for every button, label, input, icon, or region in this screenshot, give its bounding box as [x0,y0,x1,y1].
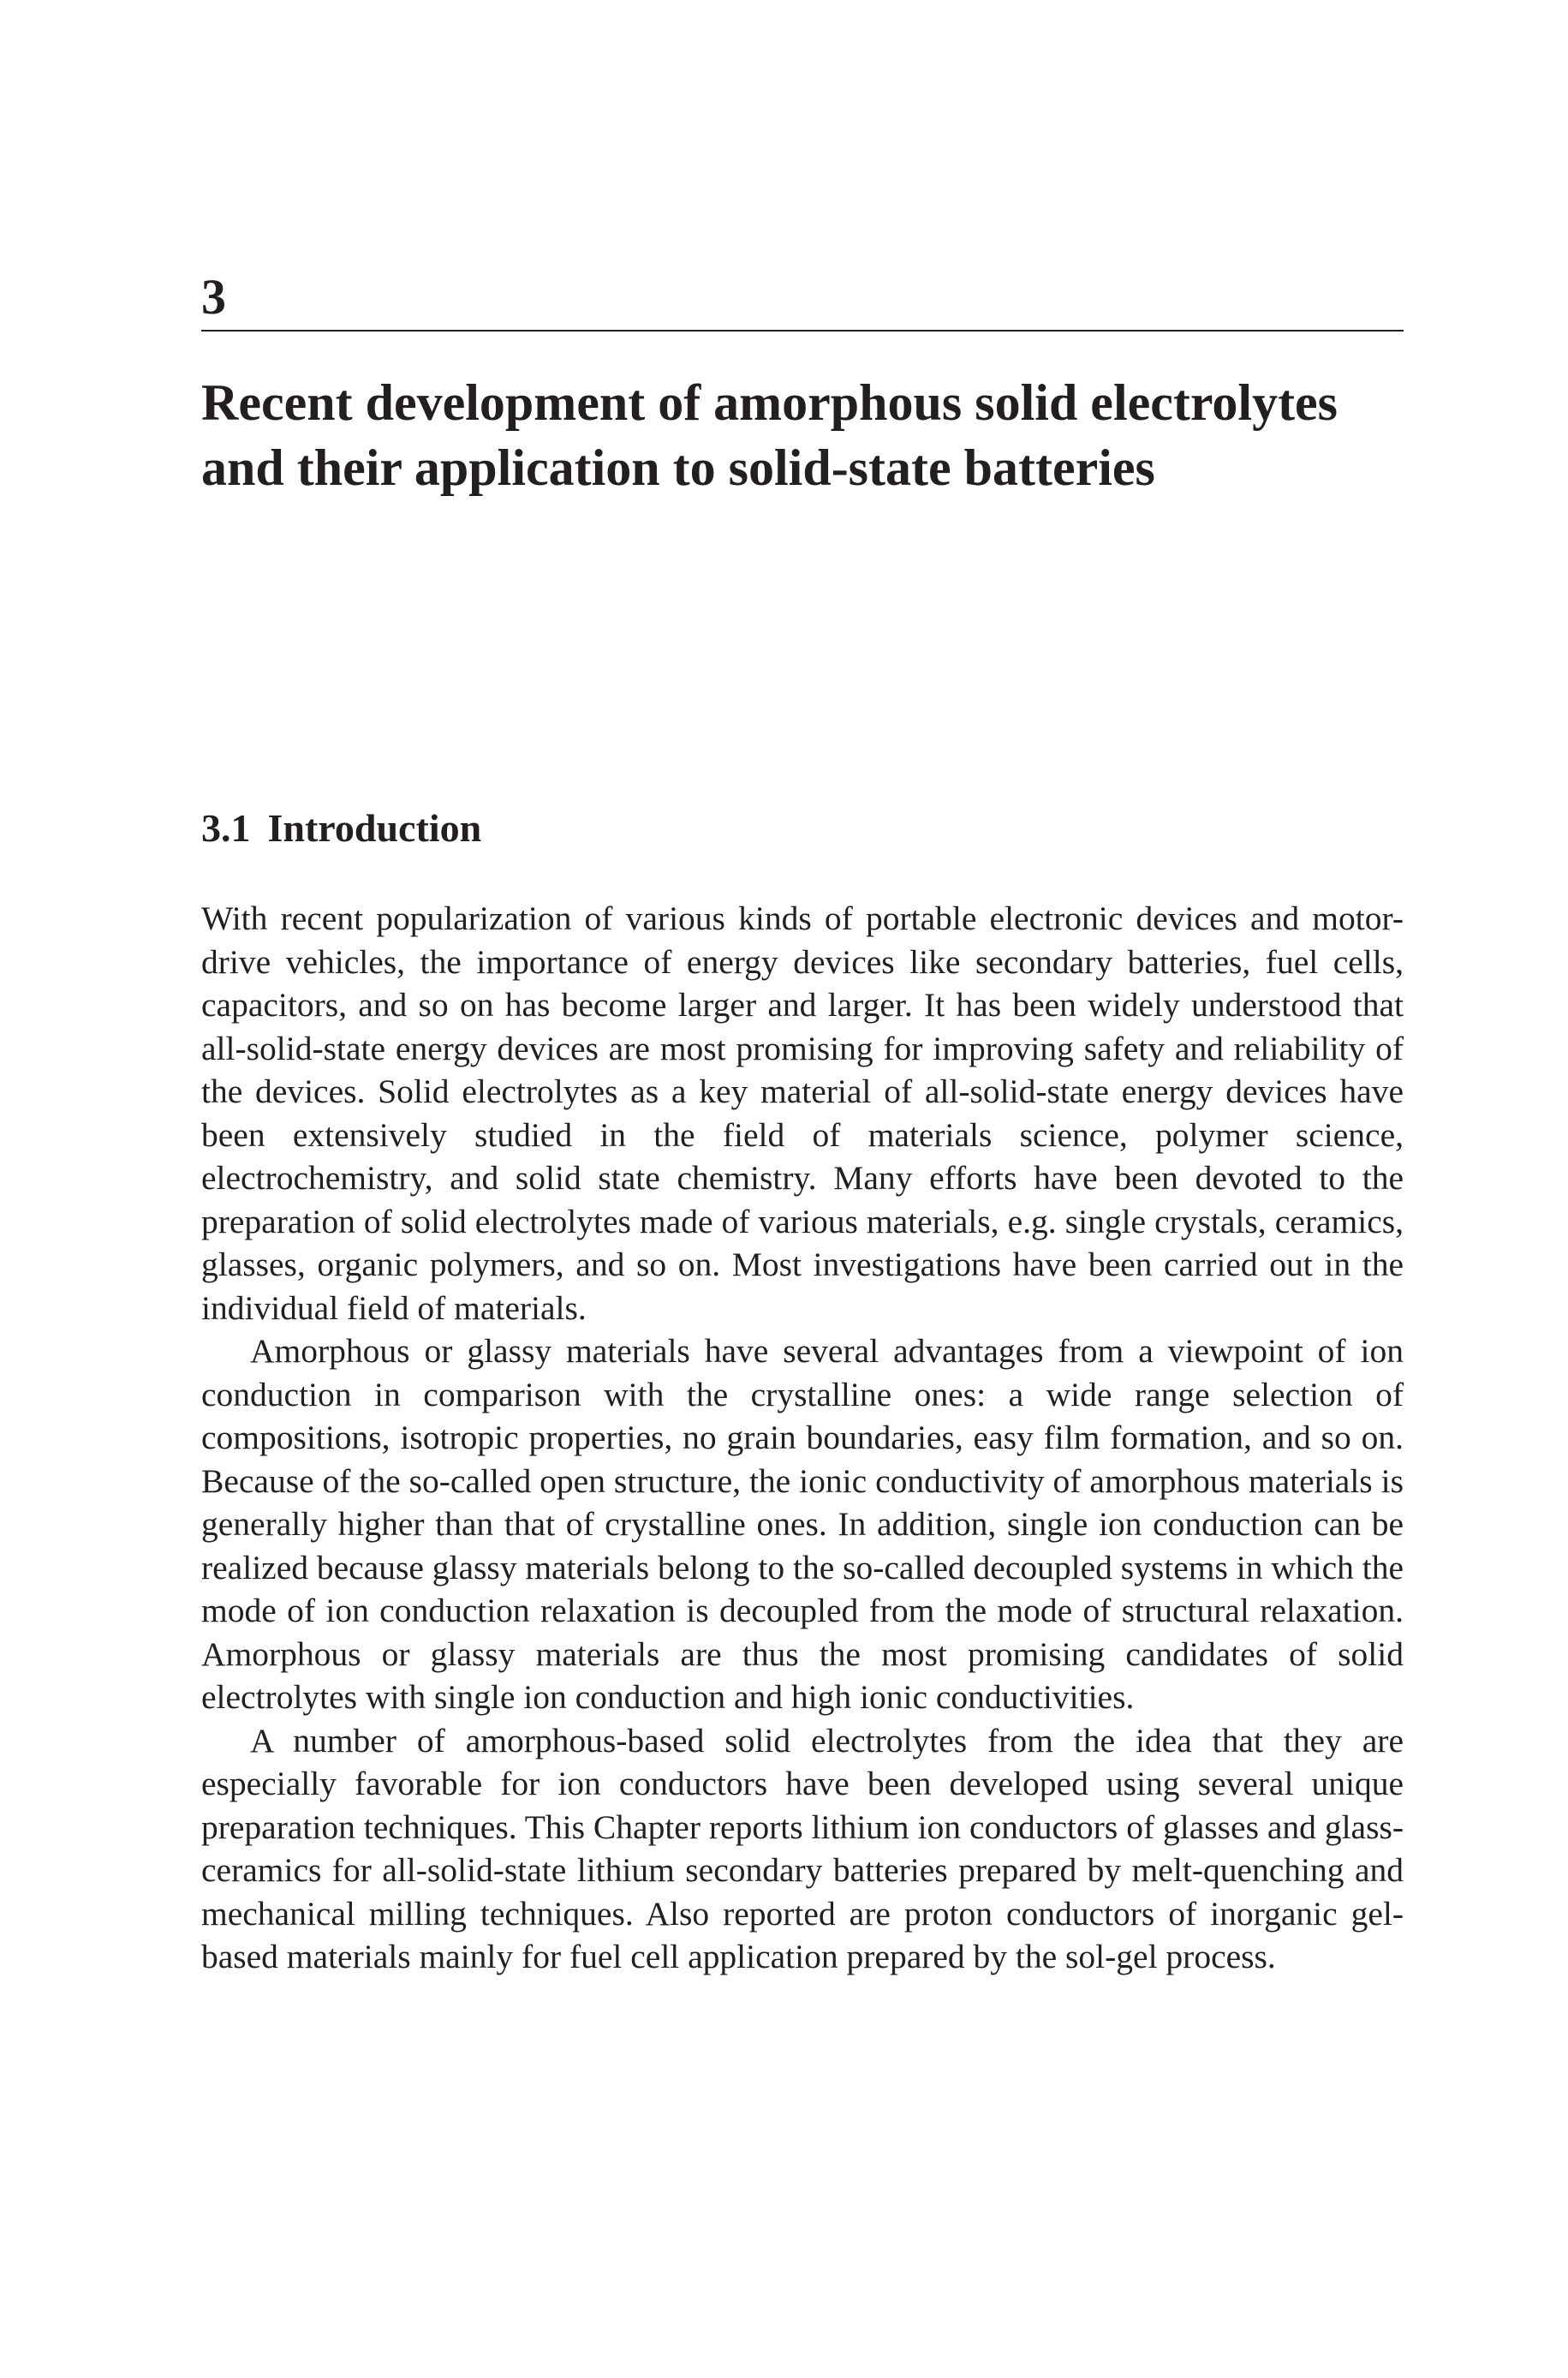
section-heading [201,806,482,850]
body-paragraph-2: Amorphous or glassy materials have several advantages from a viewpoint of ion conduction in comparison with the crystalline ones: a wide range selection of compositions, isotropic properties, no grain boundaries, easy film formation, and so on. Because of the so-called open structure, the ionic conductivity of amorphous materials is generally higher than that of crystalline ones. In addition, single ion conduction can be realized because glassy materials belong to the so-called decoupled systems in which the mode of ion conduction relaxation is decoupled from the mode of structural relaxation. Amorphous or glassy materials are thus the most promising candidates of solid electrolytes with single ion conduction and high ionic conductivities. [201,1332,1404,1716]
section-title: Introduction [267,806,482,850]
section-body [201,897,1404,1979]
chapter-title: Recent development of amorphous solid electrolytes and their application to solid-state batteries [201,374,1338,496]
chapter-divider-rule [201,330,1404,332]
body-paragraph-1: With recent popularization of various kinds of portable electronic devices and motor-drive vehicles, the importance of energy devices like secondary batteries, fuel cells, capacitors, and so on has become larger and larger. It has been widely understood that all-solid-state energy devices are most promising for improving safety and reliability of the devices. Solid electrolytes as a key material of all-solid-state energy devices have been extensively studied in the field of materials science, polymer science, electrochemistry, and solid state chemistry. Many efforts have been devoted to the preparation of solid electrolytes made of various materials, e.g. single crystals, ceramics, glasses, organic polymers, and so on. Most investigations have been carried out in the individual field of materials. [201,899,1404,1327]
section-number: 3.1 [201,806,251,850]
body-paragraph-3: A number of amorphous-based solid electrolytes from the idea that they are especially favorable for ion conductors have been developed using several unique preparation techniques. This Chapter reports lithium ion conductors of glasses and glass-ceramics for all-solid-state lithium secondary batteries prepared by melt-quenching and mechanical milling techniques. Also reported are proton conductors of inorganic gel-based materials mainly for fuel cell application prepared by the sol-gel process. [201,1721,1404,1975]
chapter-number: 3 [201,269,226,325]
